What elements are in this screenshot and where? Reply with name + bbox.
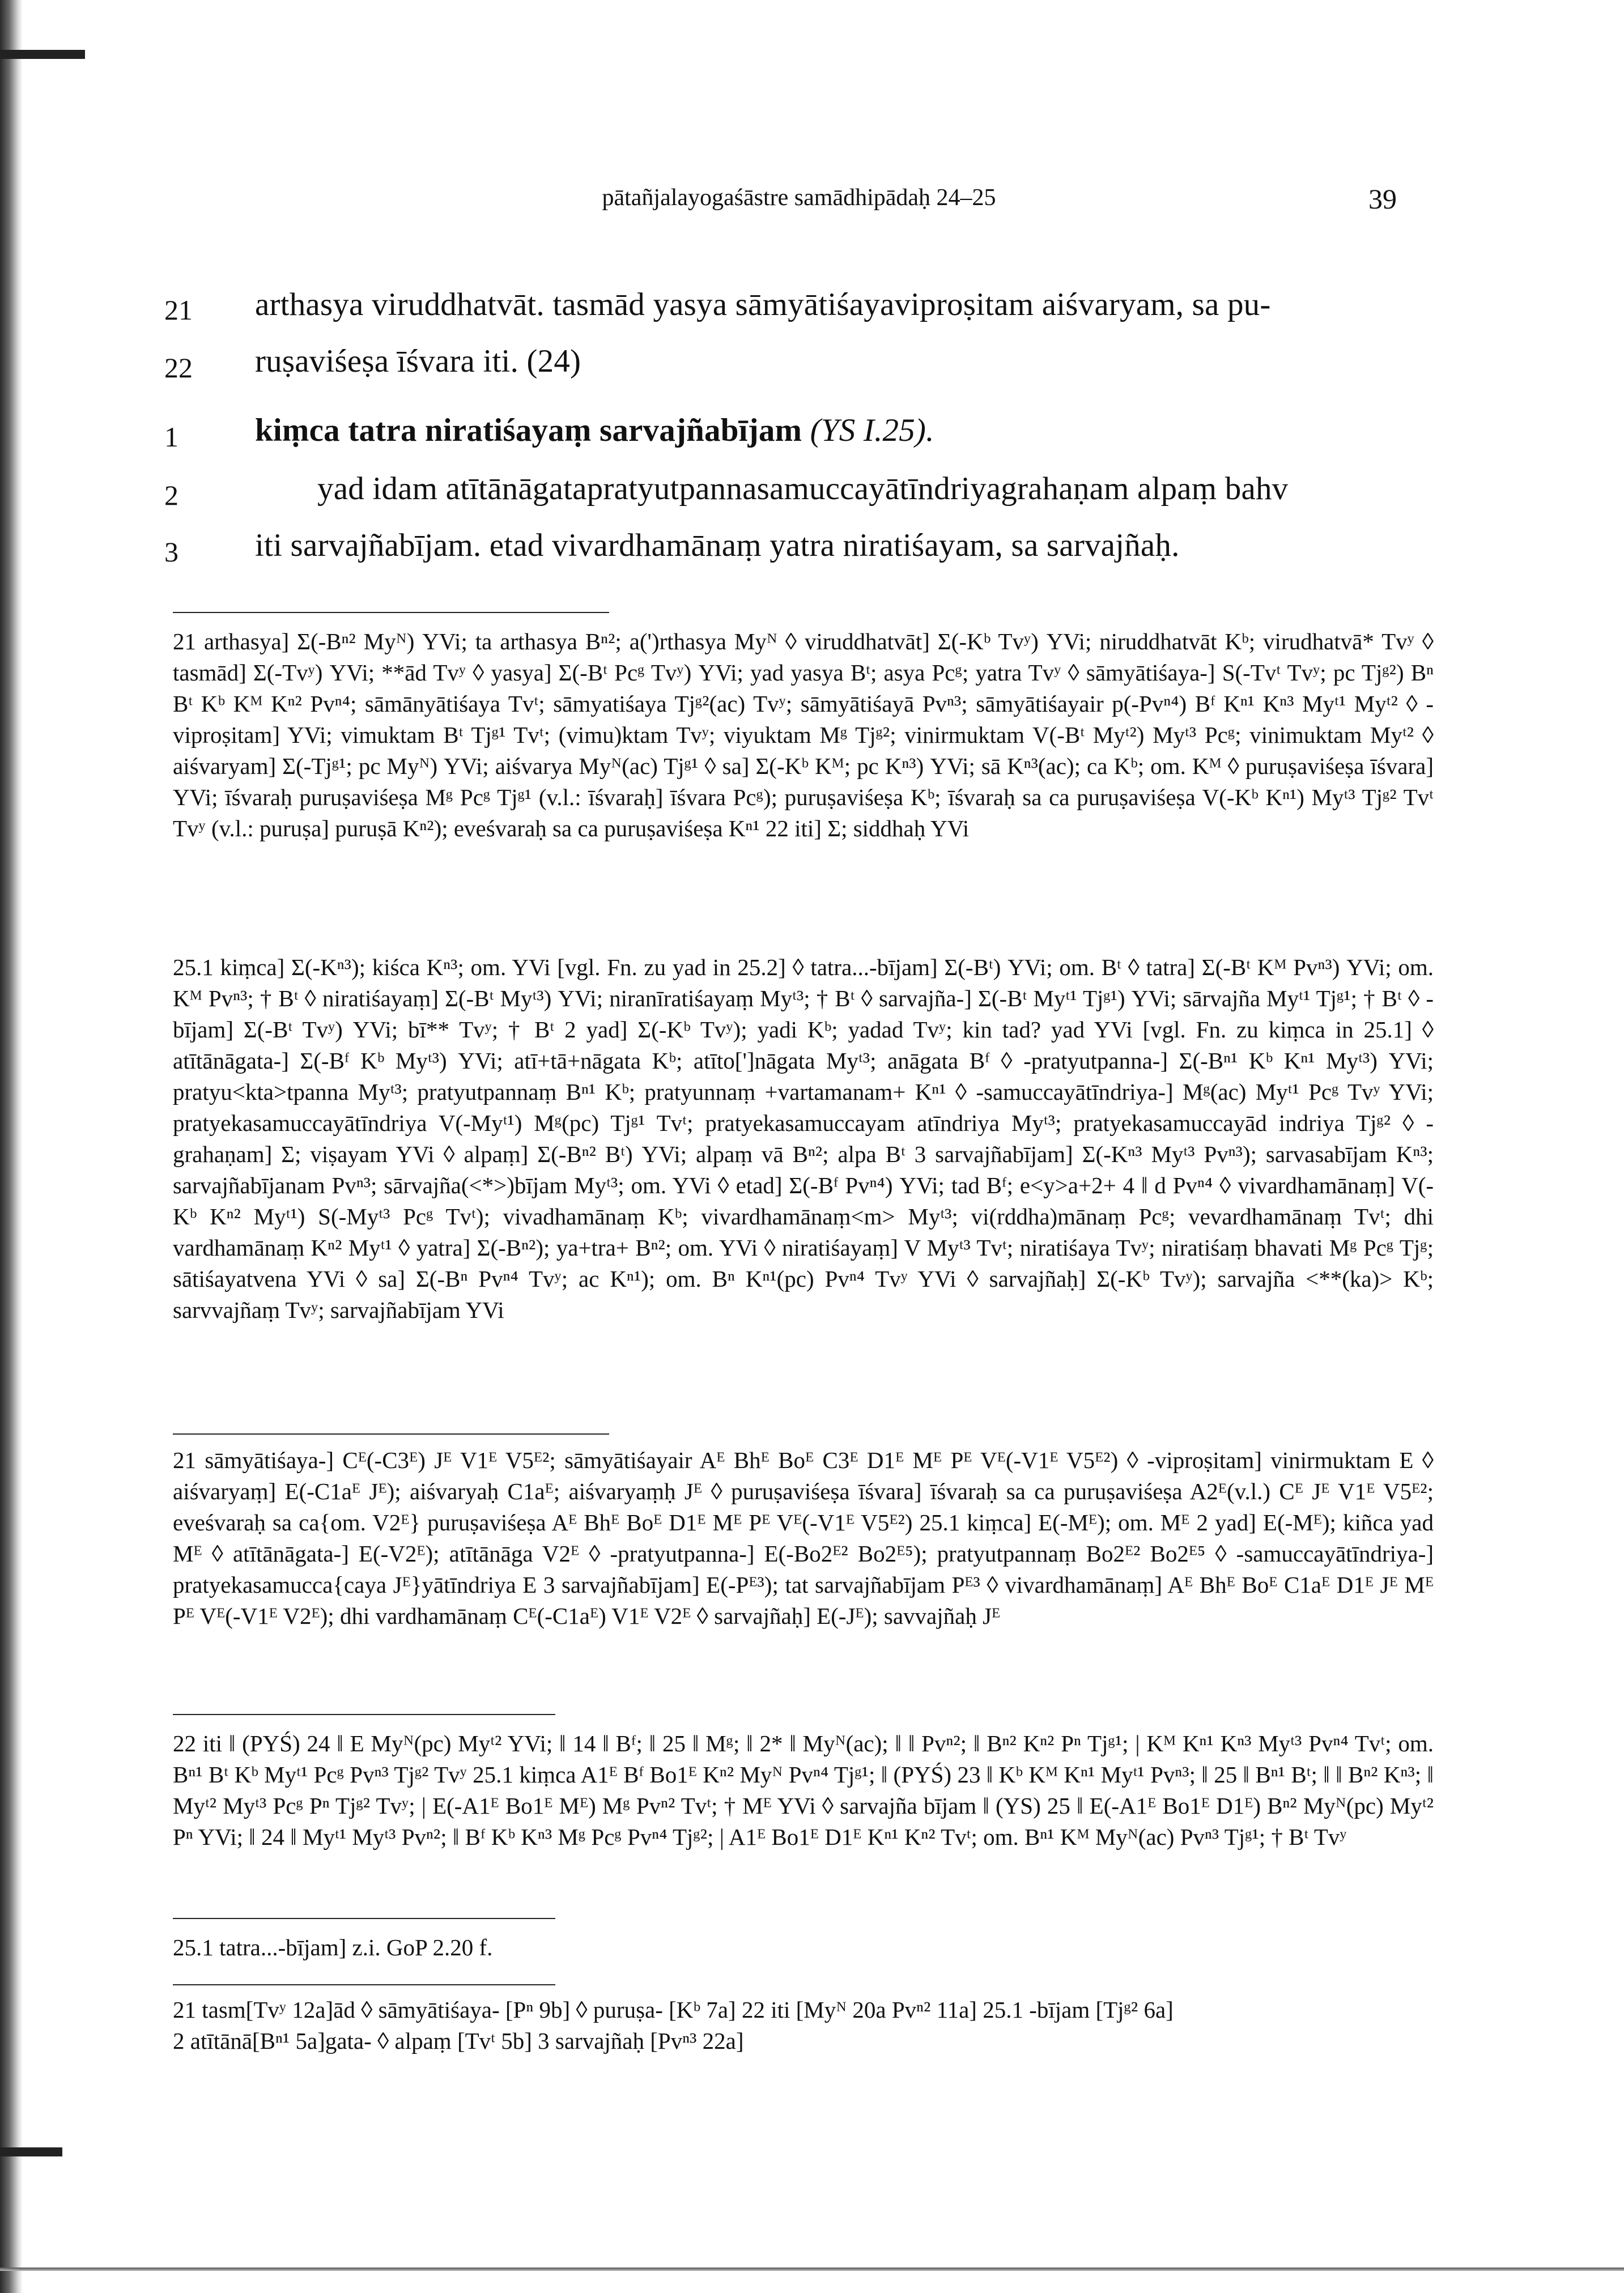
apparatus-separator	[173, 1433, 609, 1435]
apparatus-entry: 21 sāmyātiśaya-] Cᴱ(-C3ᴱ) Jᴱ V1ᴱ V5ᴱ²; sāmyātiśayair Aᴱ Bhᴱ Boᴱ C3ᴱ D1ᴱ Mᴱ Pᴱ Vᴱ(-V1ᴱ V5ᴱ²) ◊ -viproṣitam] vinirmuktam E ◊ aiśvaryaṃ] E(-C1aᴱ Jᴱ); aiśvaryaḥ C1aᴱ; aiśvaryaṃḥ Jᴱ ◊ puruṣaviśeṣa īśvara] īśvaraḥ sa ca puruṣaviśeṣa A2ᴱ(v.l.) Cᴱ Jᴱ V1ᴱ V5ᴱ²; eveśvaraḥ sa ca{om. V2ᴱ} puruṣaviśeṣa Aᴱ Bhᴱ Boᴱ D1ᴱ Mᴱ Pᴱ Vᴱ(-V1ᴱ V5ᴱ²) 25.1 kiṃca] E(-Mᴱ); om. Mᴱ 2 yad] E(-Mᴱ); kiñca yad Mᴱ ◊ atītānāgata-] E(-V2ᴱ); atītānāga V2ᴱ ◊ -pratyutpanna-] E(-Bo2ᴱ² Bo2ᴱ⁵); pratyutpannaṃ Bo2ᴱ² Bo2ᴱ⁵ ◊ -samuccayātīndriya-] pratyekasamucca{caya Jᴱ}yātīndriya E 3 sarvajñabījam] E(-Pᴱ³); tat sarvajñabījam Pᴱ³ ◊ vivardhamānaṃ] Aᴱ Bhᴱ Boᴱ C1aᴱ D1ᴱ Jᴱ Mᴱ Pᴱ Vᴱ(-V1ᴱ V2ᴱ); dhi vardhamānaṃ Cᴱ(-C1aᴱ) V1ᴱ V2ᴱ ◊ sarvajñaḥ] E(-Jᴱ); savvajñaḥ Jᴱ	[173, 1447, 1434, 1629]
scan-bottom-edge	[0, 2268, 1624, 2271]
apparatus-folio-changes	[173, 1994, 1434, 2057]
apparatus-punctuation	[173, 1728, 1434, 1853]
sutra-reference: (YS I.25).	[802, 412, 934, 448]
page-number: 39	[1368, 183, 1397, 215]
apparatus-entry: 25.1 kiṃca] Σ(-Kⁿ³); kiśca Kⁿ³; om. YVi [vgl. Fn. zu yad in 25.2] ◊ tatra...-bījam] Σ(-Bᵗ) YVi; om. Bᵗ ◊ tatra] Σ(-Bᵗ Kᴹ Pvⁿ³) YVi; om. Kᴹ Pvⁿ³; † Bᵗ ◊ niratiśayaṃ] Σ(-Bᵗ Myᵗ³) YVi; niranīratiśayaṃ Myᵗ³; † Bᵗ ◊ sarvajña-] Σ(-Bᵗ Myᵗ¹ Tjᵍ¹) YVi; sārvajña Myᵗ¹ Tjᵍ¹; † Bᵗ ◊ -bījam] Σ(-Bᵗ Tvʸ) YVi; bī** Tvʸ; † Bᵗ 2 yad] Σ(-Kᵇ Tvʸ); yadi Kᵇ; yadad Tvʸ; kin tad? yad YVi [vgl. Fn. zu kiṃca in 25.1] ◊ atītānāgata-] Σ(-Bᶠ Kᵇ Myᵗ³) YVi; atī+tā+nāgata Kᵇ; atīto[']nāgata Myᵗ³; anāgata Bᶠ ◊ -pratyutpanna-] Σ(-Bⁿ¹ Kᵇ Kⁿ¹ Myᵗ³) YVi; pratyu<kta>tpanna Myᵗ³; pratyutpannaṃ Bⁿ¹ Kᵇ; pratyunnaṃ +vartamanam+ Kⁿ¹ ◊ -samuccayātīndriya-] Mᵍ(ac) Myᵗ¹ Pcᵍ Tvʸ YVi; pratyekasamuccayātīndriya V(-Myᵗ¹) Mᵍ(pc) Tjᵍ¹ Tvᵗ; pratyekasamuccayam atīndriya Myᵗ³; pratyekasamuccayād indriya Tjᵍ² ◊ -grahaṇam] Σ; viṣayam YVi ◊ alpaṃ] Σ(-Bⁿ² Bᵗ) YVi; alpaṃ vā Bⁿ²; alpa Bᵗ 3 sarvajñabījam] Σ(-Kⁿ³ Myᵗ³ Pvⁿ³); sarvasabījam Kⁿ³; sarvajñabījanam Pvⁿ³; sārvajña(<*>)bījam Myᵗ³; om. YVi ◊ etad] Σ(-Bᶠ Pvⁿ⁴) YVi; tad Bᶠ; e<y>a+2+ 4 ‖ d Pvⁿ⁴ ◊ vivardhamānaṃ] V(-Kᵇ Kⁿ² Myᵗ¹) S(-Myᵗ³ Pcᵍ Tvᵗ); vivadhamānaṃ Kᵇ; vivardhamānaṃ<m> Myᵗ³; vi(rddha)mānaṃ Pcᵍ; vevardhamānaṃ Tvᵗ; dhi vardhamānaṃ Kⁿ² Myᵗ¹ ◊ yatra] Σ(-Bⁿ²); ya+tra+ Bⁿ²; om. YVi ◊ niratiśayaṃ] V Myᵗ³ Tvᵗ; niratiśaya Tvʸ; niratiśaṃ bhavati Mᵍ Pcᵍ Tjᵍ; sātiśayatvena YVi ◊ sa] Σ(-Bⁿ Pvⁿ⁴ Tvʸ; ac Kⁿ¹); om. Bⁿ Kⁿ¹(pc) Pvⁿ⁴ Tvʸ YVi ◊ sarvajñaḥ] Σ(-Kᵇ Tvʸ); sarvajña <**(ka)> Kᵇ; sarvvajñaṃ Tvʸ; sarvajñabījam YVi	[173, 954, 1434, 1323]
apparatus-separator	[173, 1714, 555, 1715]
apparatus-variants-21	[173, 626, 1434, 844]
apparatus-variants-25	[173, 952, 1434, 1326]
apparatus-entry: 21 tasm[Tvʸ 12a]ād ◊ sāmyātiśaya- [Pⁿ 9b] ◊ puruṣa- [Kᵇ 7a] 22 iti [Myᴺ 20a Pvⁿ² 11a] 25.1 -bījam [Tjᵍ² 6a]	[173, 1997, 1174, 2023]
apparatus-separator	[173, 1918, 555, 1919]
apparatus-separator	[173, 612, 609, 613]
sutra-text: kiṃca tatra niratiśayaṃ sarvajñabījam	[255, 412, 802, 448]
text-line: ruṣaviśeṣa īśvara iti. (24)	[255, 343, 581, 379]
line-number: 1	[164, 421, 178, 453]
apparatus-testimonia	[173, 1932, 1434, 1963]
line-number: 22	[164, 352, 193, 384]
sutra-line	[255, 412, 934, 449]
apparatus-entry: 25.1 tatra...-bījam] z.i. GoP 2.20 f.	[173, 1934, 493, 1960]
scan-binding-edge	[0, 0, 23, 2293]
apparatus-separator	[173, 1984, 555, 1985]
running-header: pātañjalayogaśāstre samādhipādaḥ 24–25	[602, 185, 996, 211]
line-number: 2	[164, 479, 178, 511]
line-number: 3	[164, 536, 178, 568]
apparatus-entry: 22 iti ‖ (PYŚ) 24 ‖ E Myᴺ(pc) Myᵗ² YVi; ‖ 14 ‖ Bᶠ; ‖ 25 ‖ Mᵍ; ‖ 2* ‖ Myᴺ(ac); ‖ ‖ Pvⁿ²; ‖ Bⁿ² Kⁿ² Pⁿ Tjᵍ¹; | Kᴹ Kⁿ¹ Kⁿ³ Myᵗ³ Pvⁿ⁴ Tvᵗ; om. Bⁿ¹ Bᵗ Kᵇ Myᵗ¹ Pcᵍ Pvⁿ³ Tjᵍ² Tvʸ 25.1 kiṃca A1ᴱ Bᶠ Bo1ᴱ Kⁿ² Myᴺ Pvⁿ⁴ Tjᵍ¹; ‖ (PYŚ) 23 ‖ Kᵇ Kᴹ Kⁿ¹ Myᵗ¹ Pvⁿ³; ‖ 25 ‖ Bⁿ¹ Bᵗ; ‖ ‖ Bⁿ² Kⁿ³; ‖ Myᵗ² Myᵗ³ Pcᵍ Pⁿ Tjᵍ² Tvʸ; | E(-A1ᴱ Bo1ᴱ Mᴱ) Mᵍ Pvⁿ² Tvᵗ; † Mᴱ YVi ◊ sarvajña bījam ‖ (YS) 25 ‖ E(-A1ᴱ Bo1ᴱ D1ᴱ) Bⁿ² Myᴺ(pc) Myᵗ² Pⁿ YVi; ‖ 24 ‖ Myᵗ¹ Myᵗ³ Pvⁿ²; ‖ Bᶠ Kᵇ Kⁿ³ Mᵍ Pcᵍ Pvⁿ⁴ Tjᵍ²; | A1ᴱ Bo1ᴱ D1ᴱ Kⁿ¹ Kⁿ² Tvᵗ; om. Bⁿ¹ Kᴹ Myᴺ(ac) Pvⁿ³ Tjᵍ¹; † Bᵗ Tvʸ	[173, 1730, 1434, 1850]
line-number: 21	[164, 294, 193, 326]
text-line: arthasya viruddhatvāt. tasmād yasya sāmyātiśayaviproṣitam aiśvaryam, sa pu-	[255, 287, 1271, 322]
binding-mark	[0, 50, 85, 59]
text-line: yad idam atītānāgatapratyutpannasamuccayātīndriyagrahaṇam alpaṃ bahv	[317, 471, 1289, 507]
apparatus-entry: 21 arthasya] Σ(-Bⁿ² Myᴺ) YVi; ta arthasya Bⁿ²; a(')rthasya Myᴺ ◊ viruddhatvāt] Σ(-Kᵇ Tvʸ) YVi; niruddhatvāt Kᵇ; virudhatvā* Tvʸ ◊ tasmād] Σ(-Tvʸ) YVi; **ād Tvʸ ◊ yasya] Σ(-Bᵗ Pcᵍ Tvʸ) YVi; yad yasya Bᵗ; asya Pcᵍ; yatra Tvʸ ◊ sāmyātiśaya-] S(-Tvᵗ Tvʸ; pc Tjᵍ²) Bⁿ Bᵗ Kᵇ Kᴹ Kⁿ² Pvⁿ⁴; sāmānyātiśaya Tvᵗ; sāmyatiśaya Tjᵍ²(ac) Tvʸ; sāmyātiśayā Pvⁿ³; sāmyātiśayair p(-Pvⁿ⁴) Bᶠ Kⁿ¹ Kⁿ³ Myᵗ¹ Myᵗ² ◊ -viproṣitam] YVi; vimuktam Bᵗ Tjᵍ¹ Tvᵗ; (vimu)ktam Tvʸ; viyuktam Mᵍ Tjᵍ²; vinirmuktam V(-Bᵗ Myᵗ²) Myᵗ³ Pcᵍ; vinimuktam Myᵗ² ◊ aiśvaryam] Σ(-Tjᵍ¹; pc Myᴺ) YVi; aiśvarya Myᴺ(ac) Tjᵍ¹ ◊ sa] Σ(-Kᵇ Kᴹ; pc Kⁿ³) YVi; sā Kⁿ³(ac); ca Kᵇ; om. Kᴹ ◊ puruṣaviśeṣa īśvara] YVi; īśvaraḥ puruṣaviśeṣa Mᵍ Pcᵍ Tjᵍ¹ (v.l.: īśvaraḥ] īśvara Pcᵍ); puruṣaviśeṣa Kᵇ; īśvaraḥ sa ca puruṣaviśeṣa V(-Kᵇ Kⁿ¹) Myᵗ³ Tjᵍ² Tvᵗ Tvʸ (v.l.: puruṣa] puruṣā Kⁿ²); eveśvaraḥ sa ca puruṣaviśeṣa Kⁿ¹ 22 iti] Σ; siddhaḥ YVi	[173, 628, 1434, 841]
apparatus-editions	[173, 1445, 1434, 1632]
apparatus-entry: 2 atītānā[Bⁿ¹ 5a]gata- ◊ alpaṃ [Tvᵗ 5b] 3 sarvajñaḥ [Pvⁿ³ 22a]	[173, 2028, 744, 2054]
text-line: iti sarvajñabījam. etad vivardhamānaṃ yatra niratiśayam, sa sarvajñaḥ.	[255, 527, 1180, 563]
binding-mark	[0, 2147, 62, 2156]
